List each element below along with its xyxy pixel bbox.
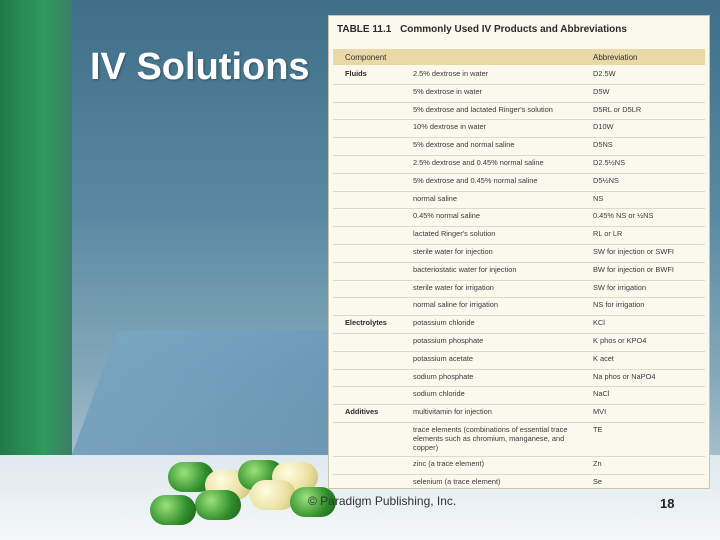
- table-row: [333, 298, 705, 316]
- row-abbreviation: RL or LR: [593, 229, 623, 239]
- table-caption-text: Commonly Used IV Products and Abbreviations: [400, 24, 627, 35]
- table-row: [333, 281, 705, 299]
- yellow-pill: [250, 480, 296, 510]
- table-row: [333, 405, 705, 423]
- row-product: potassium acetate: [413, 353, 473, 363]
- header-abbreviation: Abbreviation: [593, 53, 638, 62]
- row-component: Additives: [345, 407, 379, 417]
- row-product: potassium chloride: [413, 318, 475, 328]
- table-row: [333, 334, 705, 352]
- header-component: Component: [345, 53, 387, 62]
- row-abbreviation: BW for injection or BWFI: [593, 264, 674, 274]
- green-pill: [195, 490, 241, 520]
- row-product: 2.5% dextrose in water: [413, 69, 489, 78]
- row-product: sodium chloride: [413, 389, 465, 399]
- row-abbreviation: NS: [593, 193, 604, 203]
- copyright-footer: © Paradigm Publishing, Inc.: [308, 494, 457, 508]
- table-row: [333, 103, 705, 121]
- table-caption: [337, 24, 633, 35]
- row-component: Fluids: [345, 69, 367, 78]
- row-abbreviation: KCl: [593, 318, 605, 328]
- table-row: [333, 457, 705, 475]
- row-product: multivitamin for injection: [413, 407, 492, 417]
- slide-title: IV Solutions: [90, 46, 310, 88]
- row-product: normal saline for irrigation: [413, 300, 499, 310]
- row-abbreviation: D5RL or D5LR: [593, 104, 642, 114]
- table-row: [333, 316, 705, 334]
- table-row: [333, 85, 705, 103]
- row-abbreviation: SW for injection or SWFI: [593, 246, 674, 256]
- table-row: [333, 227, 705, 245]
- row-product: lactated Ringer's solution: [413, 229, 496, 239]
- table-row: [333, 245, 705, 263]
- table-row: [333, 263, 705, 281]
- row-product: 10% dextrose in water: [413, 122, 487, 132]
- row-product: potassium phosphate: [413, 335, 484, 345]
- green-pill: [150, 495, 196, 525]
- iv-products-table: [328, 15, 710, 489]
- table-row: [333, 192, 705, 210]
- row-abbreviation: D5½NS: [593, 175, 619, 185]
- table-label: TABLE 11.1: [337, 24, 392, 35]
- row-product: normal saline: [413, 193, 457, 203]
- table-row: [333, 387, 705, 405]
- table-row: [333, 120, 705, 138]
- row-product: sodium phosphate: [413, 371, 474, 381]
- row-product: bacteriostatic water for injection: [413, 264, 517, 274]
- row-abbreviation: K acet: [593, 353, 614, 363]
- table-row: [333, 370, 705, 388]
- row-abbreviation: MVI: [593, 407, 607, 417]
- row-abbreviation: NS for irrigation: [593, 300, 645, 310]
- table-row: [333, 423, 705, 457]
- table-body: [333, 67, 705, 489]
- row-abbreviation: Na phos or NaPO4: [593, 371, 656, 381]
- row-product: 2.5% dextrose and 0.45% normal saline: [413, 157, 544, 167]
- row-abbreviation: Se: [593, 476, 603, 486]
- row-abbreviation: D5W: [593, 86, 610, 96]
- row-abbreviation: SW for irrigation: [593, 282, 646, 292]
- row-abbreviation: 0.45% NS or ½NS: [593, 211, 654, 221]
- row-abbreviation: NaCl: [593, 389, 610, 399]
- row-abbreviation: K phos or KPO4: [593, 335, 647, 345]
- row-abbreviation: D10W: [593, 122, 614, 132]
- row-abbreviation: Zn: [593, 458, 602, 468]
- table-row: [333, 475, 705, 489]
- row-product: 5% dextrose and 0.45% normal saline: [413, 175, 538, 185]
- table-row: [333, 138, 705, 156]
- row-product: trace elements (combinations of essential trace elements such as chromium, manganese, and copper): [413, 424, 568, 452]
- row-product: 5% dextrose in water: [413, 86, 483, 96]
- row-abbreviation: D2.5W: [593, 69, 616, 78]
- table-row: [333, 209, 705, 227]
- table-row: [333, 174, 705, 192]
- row-product: 0.45% normal saline: [413, 211, 480, 221]
- row-product: sterile water for injection: [413, 246, 493, 256]
- row-product: selenium (a trace element): [413, 476, 501, 486]
- row-abbreviation: D2.5½NS: [593, 157, 626, 167]
- row-abbreviation: TE: [593, 424, 603, 434]
- row-product: zinc (a trace element): [413, 458, 485, 468]
- row-abbreviation: D5NS: [593, 140, 613, 150]
- table-row: [333, 67, 705, 85]
- row-component: Electrolytes: [345, 318, 387, 328]
- table-row: [333, 352, 705, 370]
- table-row: [333, 156, 705, 174]
- page-number: 18: [660, 496, 675, 511]
- row-product: sterile water for irrigation: [413, 282, 494, 292]
- row-product: 5% dextrose and lactated Ringer's solution: [413, 104, 553, 114]
- row-product: 5% dextrose and normal saline: [413, 140, 515, 150]
- table-header: [333, 49, 705, 65]
